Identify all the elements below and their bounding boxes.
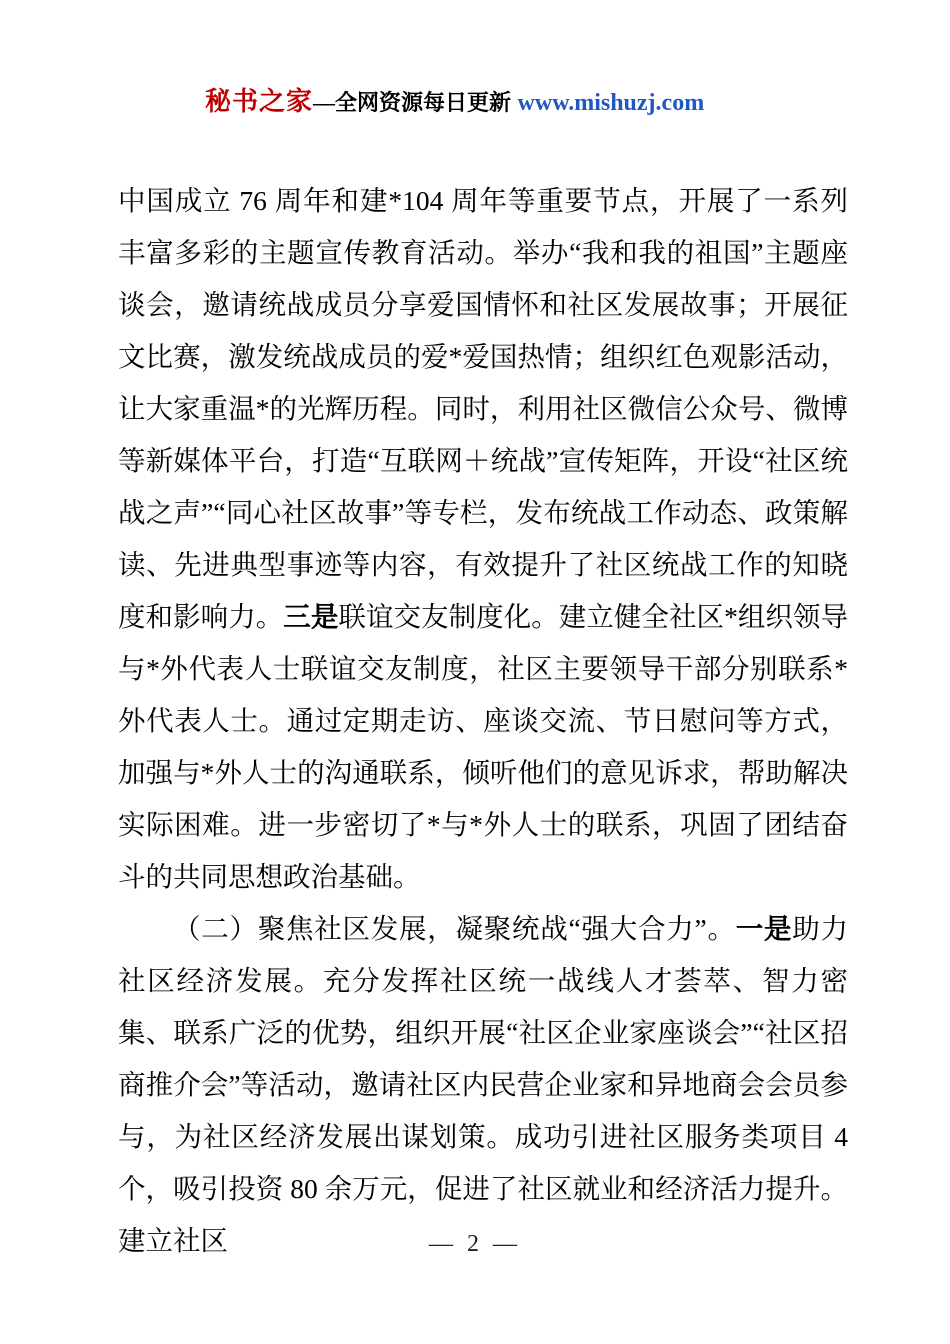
document-body (118, 175, 848, 1267)
page-number-footer: — 2 — (429, 1231, 521, 1257)
text-run: 联谊交友制度化。建立健全社区*组织领导与*外代表人士联谊交友制度，社区主要领导干部分别联系*外代表人士。通过定期走访、座谈交流、节日慰问等方式，加强与*外人士的沟通联系，倾听他们的意见诉求，帮助解决实际困难。进一步密切了*与*外人士的联系，巩固了团结奋斗的共同思想政治基础。 (118, 601, 849, 892)
text-run: （二）聚焦社区发展，凝聚统战“强大合力”。 (173, 913, 736, 944)
site-tagline: —全网资源每日更新 (313, 90, 512, 115)
paragraph-2 (118, 903, 848, 1267)
site-brand-name: 秘书之家 (205, 87, 314, 116)
text-run: 一是 (735, 913, 793, 944)
site-watermark-header (205, 86, 704, 118)
text-run: 中国成立 76 周年和建*104 周年等重要节点，开展了一系列丰富多彩的主题宣传教育活动。举办“我和我的祖国”主题座谈会，邀请统战成员分享爱国情怀和社区发展故事；开展征文比赛，激发统战成员的爱*爱国热情；组织红色观影活动，让大家重温*的光辉历程。同时，利用社区微信公众号、微博等新媒体平台，打造“互联网＋统战”宣传矩阵，开设“社区统战之声”“同心社区故事”等专栏，发布统战工作动态、政策解读、先进典型事迹等内容，有效提升了社区统战工作的知晓度和影响力。 (118, 185, 848, 632)
paragraph-1 (118, 175, 848, 903)
text-run: 三是 (283, 601, 339, 632)
site-url-link[interactable]: www.mishuzj.com (517, 90, 705, 116)
text-run: 助力社区经济发展。充分发挥社区统一战线人才荟萃、智力密集、联系广泛的优势，组织开展“社区企业家座谈会”“社区招商推介会”等活动，邀请社区内民营企业家和异地商会会员参与，为社区经济发展出谋划策。成功引进社区服务类项目 4 个，吸引投资 80 余万元，促进了社区就业和经济活力提升。建立社区 (118, 913, 849, 1256)
